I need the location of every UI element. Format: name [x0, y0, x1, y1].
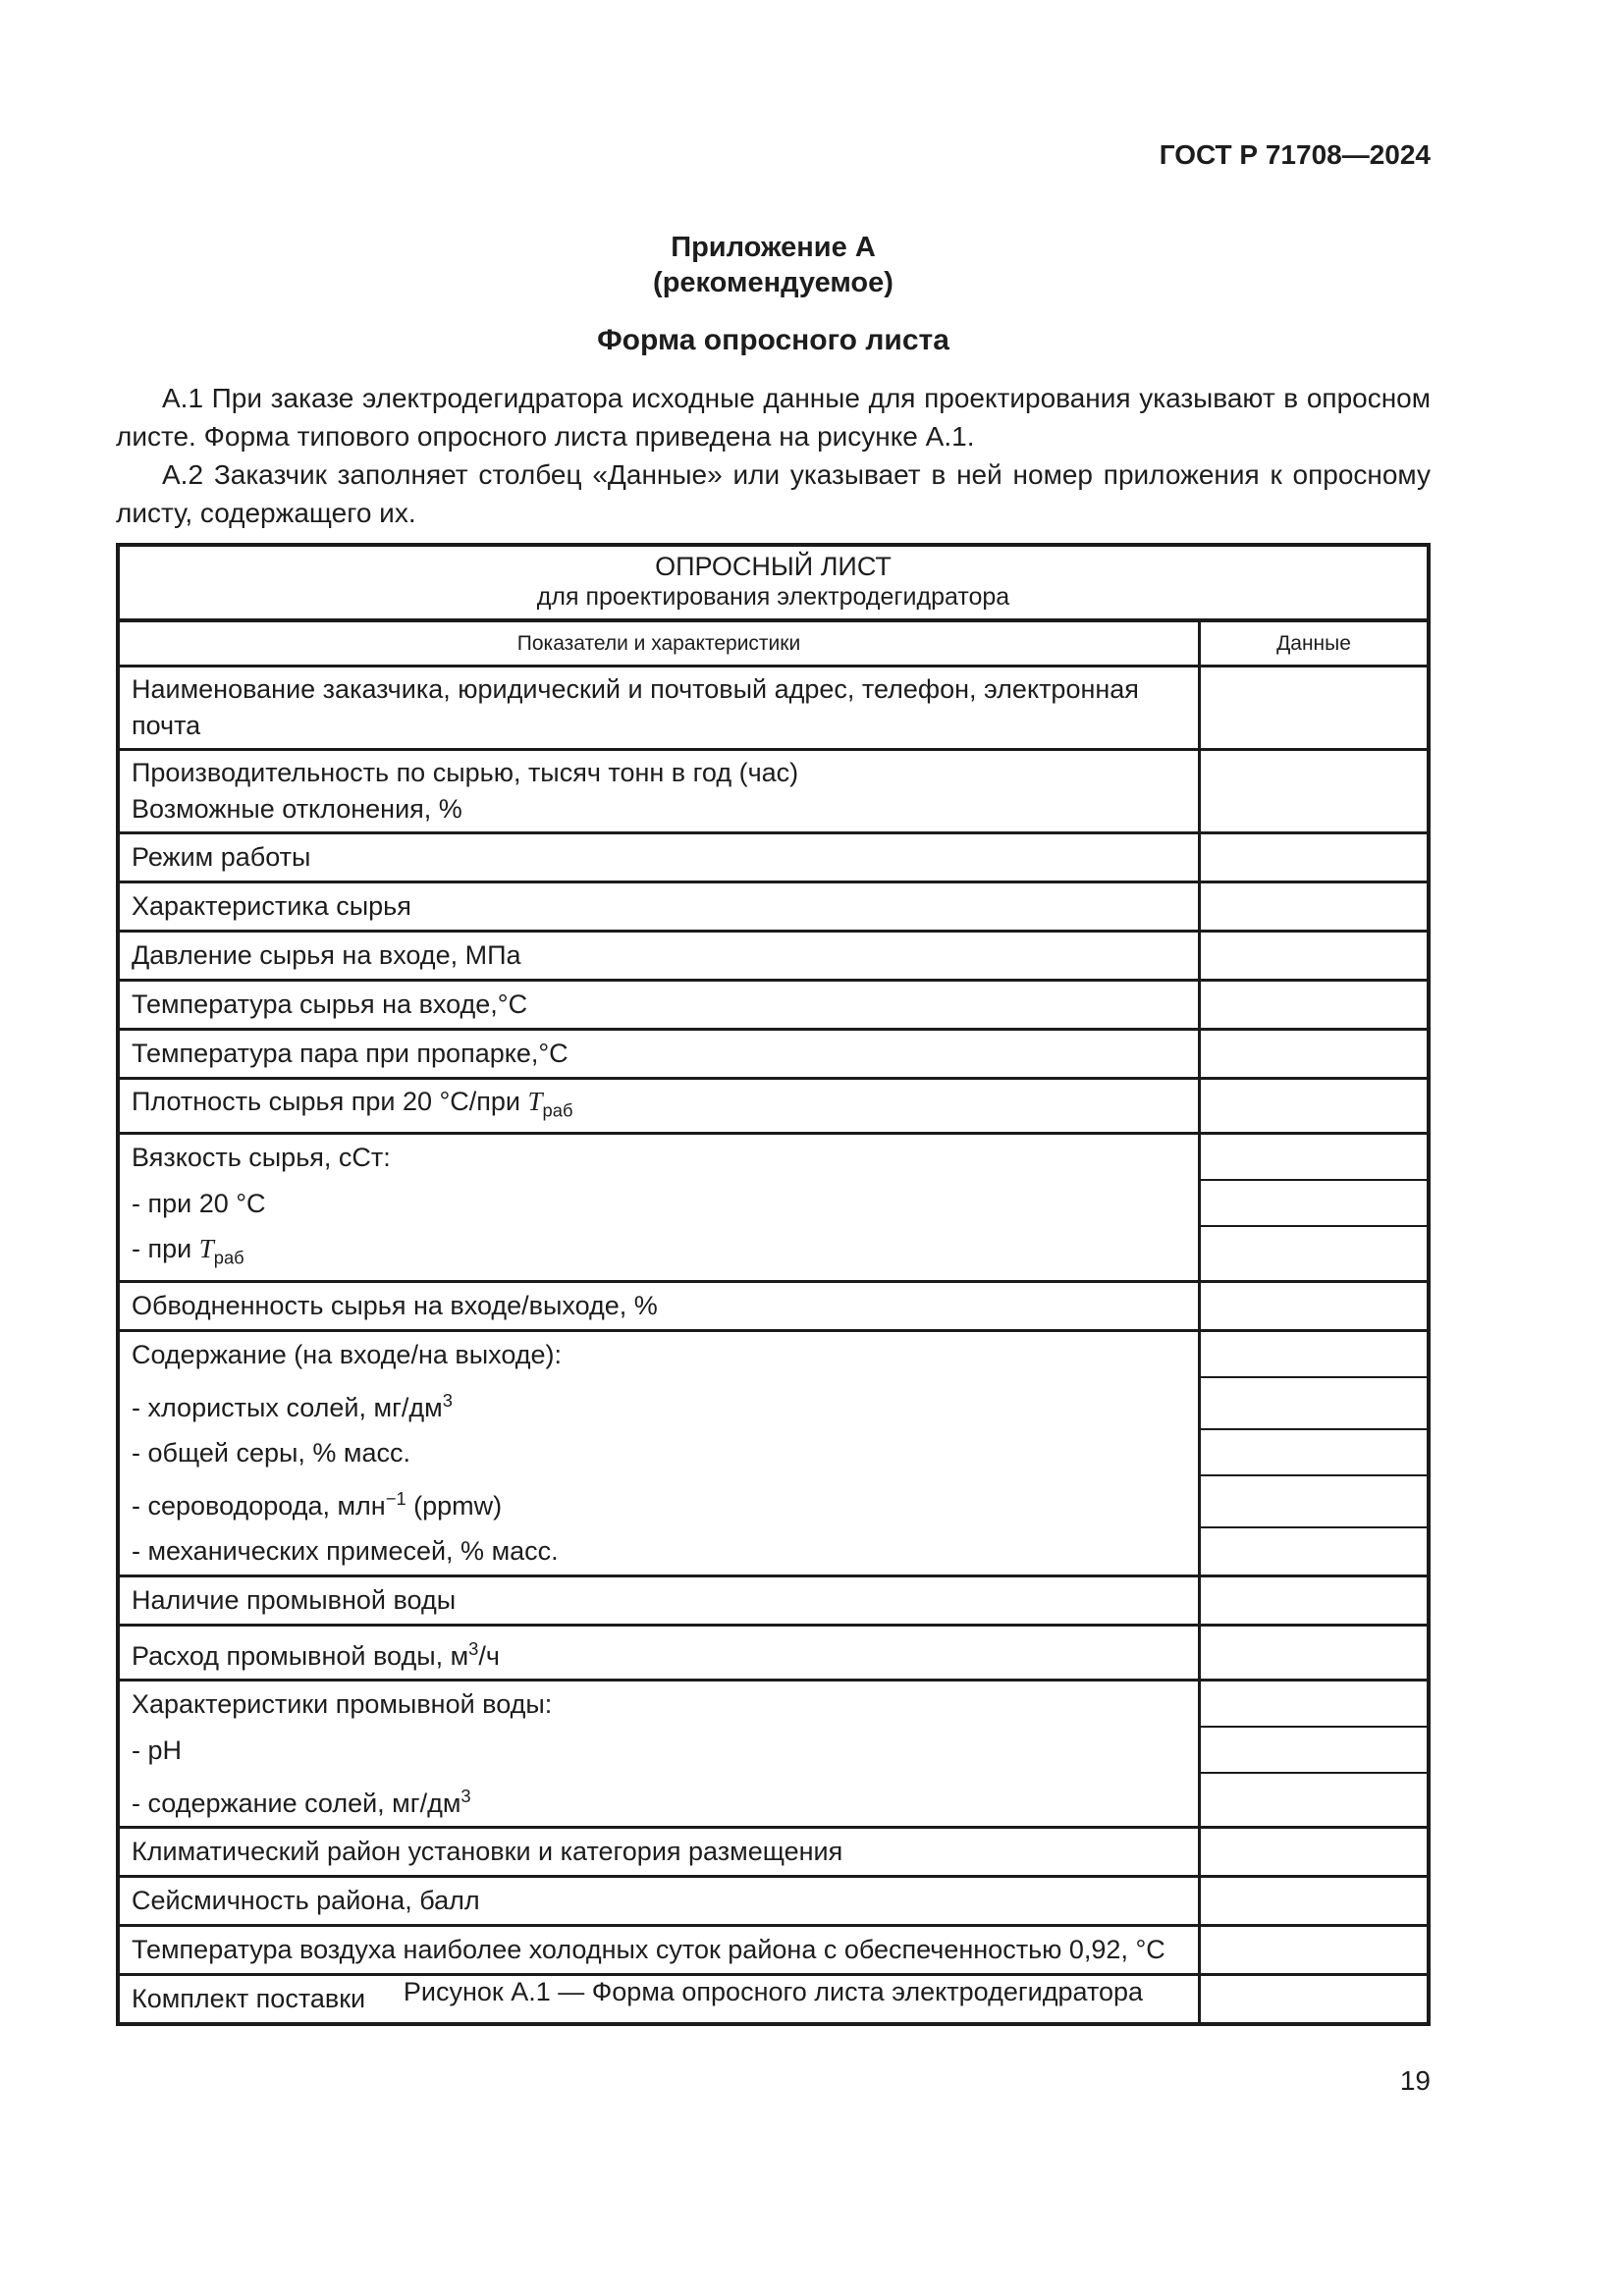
row-label: - при $T_{раб}$ — [132, 1234, 244, 1268]
table-row — [120, 1283, 1427, 1332]
data-cell-empty — [1198, 1378, 1427, 1430]
section-title: Форма опросного листа — [597, 324, 949, 356]
page-number: 19 — [1399, 2065, 1431, 2096]
table-body — [120, 667, 1427, 2022]
paragraph-a2: А.2 Заказчик заполняет столбец «Данные» или указывает в ней номер приложения к опросному листу, содержащего их. — [116, 459, 1431, 528]
row-label: Температура пара при пропарке,°С — [132, 1039, 568, 1068]
body-paragraphs — [116, 379, 1431, 532]
data-cell-empty — [1198, 982, 1427, 1028]
data-cell-empty — [1198, 933, 1427, 979]
data-cell-empty — [1198, 1135, 1427, 1181]
data-cell-empty — [1198, 1283, 1427, 1329]
row-label: Наименование заказчика, юридический и почтовый адрес, телефон, электронная почта — [132, 674, 1139, 740]
table-row — [120, 667, 1427, 751]
row-label: Климатический район установки и категория размещения — [132, 1836, 843, 1866]
data-cell-empty — [1198, 834, 1427, 881]
row-label: Комплект поставки — [132, 1983, 366, 2013]
row-label: Давление сырья на входе, МПа — [132, 940, 521, 970]
column-header-data: Данные — [1198, 622, 1427, 665]
table-row — [120, 1878, 1427, 1927]
row-label: Наличие промывной воды — [132, 1584, 457, 1615]
data-cell-empty — [1198, 1774, 1427, 1826]
row-label: Режим работы — [132, 842, 311, 872]
row-label: - механических примесей, % масс. — [132, 1535, 559, 1566]
column-header-indicators: Показатели и характеристики — [516, 631, 801, 655]
data-cell-empty — [1198, 1829, 1427, 1875]
data-cell-empty — [1198, 883, 1427, 930]
data-cell-empty — [1198, 1927, 1427, 1973]
data-cell-empty — [1198, 751, 1427, 831]
table-row — [120, 1378, 1427, 1430]
table-row — [120, 834, 1427, 883]
table-row — [120, 1227, 1427, 1282]
data-cell-empty — [1198, 1227, 1427, 1279]
row-label: Сейсмичность района, балл — [132, 1885, 480, 1915]
data-cell-empty — [1198, 1430, 1427, 1476]
table-row — [120, 751, 1427, 834]
table-row — [120, 1528, 1427, 1577]
questionnaire-table — [116, 543, 1431, 2026]
table-row — [120, 1728, 1427, 1774]
table-row — [120, 1774, 1427, 1829]
table-title-line1: ОПРОСНЫЙ ЛИСТ — [655, 552, 892, 581]
data-cell-empty — [1198, 667, 1427, 748]
row-label: Температура воздуха наиболее холодных суток района с обеспеченностью 0,92, °С — [132, 1934, 1165, 1964]
data-cell-empty — [1198, 1080, 1427, 1132]
row-label: - при 20 °С — [132, 1189, 266, 1219]
row-label: Расход промывной воды, $м^3/ч$ — [132, 1637, 500, 1671]
table-row — [120, 1829, 1427, 1878]
row-label: Плотность сырья при 20 °С/при $T_{раб}$ — [132, 1087, 573, 1121]
table-row — [120, 982, 1427, 1031]
figure-caption: Рисунок А.1 — Форма опросного листа электродегидратора — [403, 1977, 1144, 2006]
data-cell-empty — [1198, 1682, 1427, 1728]
row-label: - общей серы, % масс. — [132, 1437, 411, 1468]
appendix-title: Приложение А — [671, 232, 876, 263]
table-row — [120, 1577, 1427, 1627]
appendix-subtitle: (рекомендуемое) — [653, 267, 893, 298]
table-row — [120, 1031, 1427, 1080]
table-row — [120, 1682, 1427, 1728]
doc-standard-number: ГОСТ Р 71708—2024 — [1159, 139, 1431, 170]
data-cell-empty — [1198, 1728, 1427, 1774]
table-row — [120, 1135, 1427, 1181]
table-row — [120, 1080, 1427, 1135]
row-label: - хлористых солей, $мг/дм^3$ — [132, 1389, 453, 1422]
row-label: Характеристика сырья — [132, 891, 411, 921]
table-row — [120, 1627, 1427, 1682]
table-row — [120, 1430, 1427, 1476]
row-label: - содержание солей, $мг/дм^3$ — [132, 1785, 471, 1818]
data-cell-empty — [1198, 1181, 1427, 1227]
table-row — [120, 883, 1427, 933]
row-label: - pH — [132, 1735, 183, 1765]
data-cell-empty — [1198, 1528, 1427, 1575]
paragraph-a1: А.1 При заказе электродегидратора исходные данные для проектирования указывают в опросном листе. Форма типового опросного листа приведена на рисунке А.1. — [116, 383, 1431, 452]
table-title-block — [120, 547, 1427, 622]
data-cell-empty — [1198, 1476, 1427, 1528]
table-title-line2: для проектирования электродегидратора — [536, 583, 1010, 611]
table-header-row — [120, 622, 1427, 667]
row-label: Температура сырья на входе,°С — [132, 989, 528, 1019]
table-row — [120, 1476, 1427, 1528]
table-row — [120, 933, 1427, 982]
data-cell-empty — [1198, 1031, 1427, 1077]
table-row — [120, 1332, 1427, 1378]
table-row — [120, 1927, 1427, 1976]
data-cell-empty — [1198, 1627, 1427, 1679]
row-label: Характеристики промывной воды: — [132, 1688, 553, 1719]
data-cell-empty — [1198, 1332, 1427, 1378]
row-label: Производительность по сырью, тысяч тонн в год (час) Возможные отклонения, % — [132, 758, 799, 824]
data-cell-empty — [1198, 1577, 1427, 1624]
row-label: - сероводорода, млн$^{-1}$ (ppmw) — [132, 1487, 503, 1521]
data-cell-empty — [1198, 1878, 1427, 1924]
row-label: Содержание (на входе/на выходе): — [132, 1339, 563, 1369]
row-label: Вязкость сырья, сСт: — [132, 1143, 391, 1173]
table-row — [120, 1181, 1427, 1227]
row-label: Обводненность сырья на входе/выходе, % — [132, 1290, 658, 1320]
